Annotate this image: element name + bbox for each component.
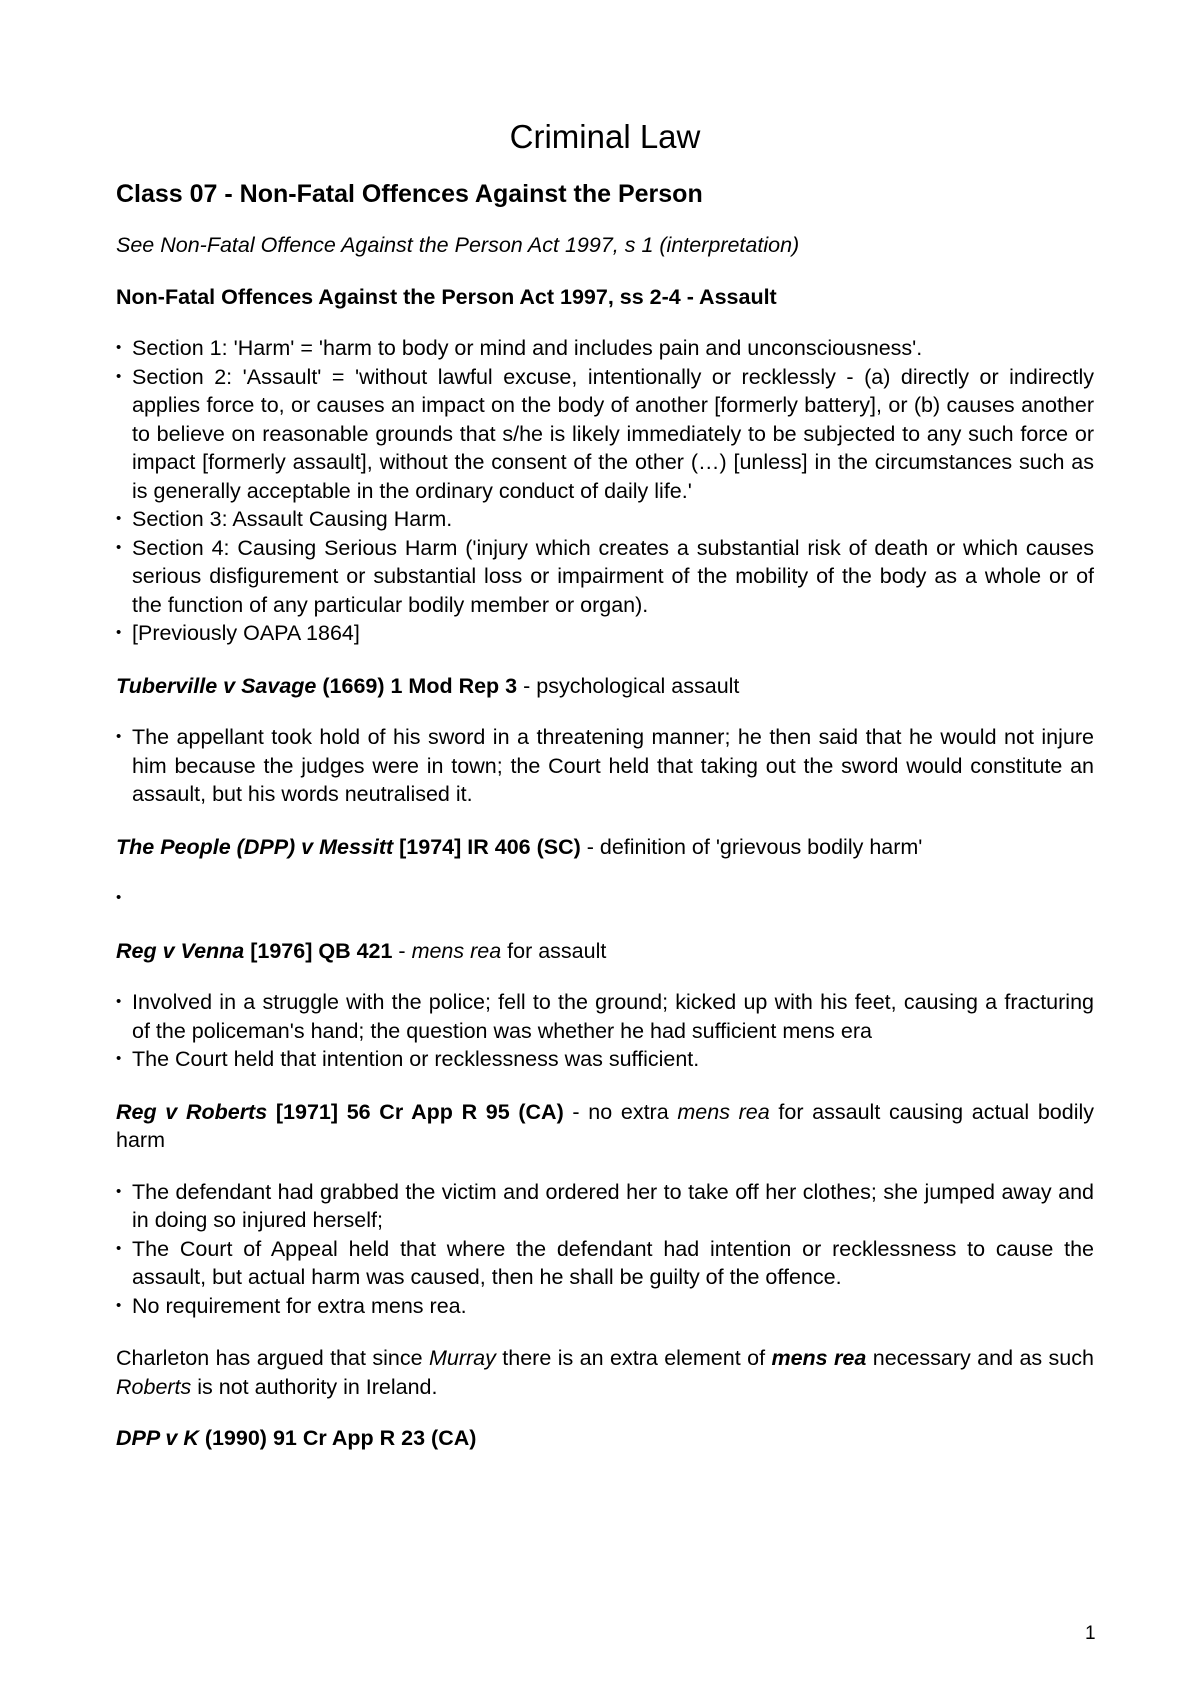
list-item: • Section 1: 'Harm' = 'harm to body or mind and includes pain and unconsciousness'. bbox=[116, 334, 1094, 363]
list-item: • No requirement for extra mens rea. bbox=[116, 1292, 1094, 1321]
list-item: • Section 4: Causing Serious Harm ('injury which creates a substantial risk of death or which causes serious disfigurement or substantial loss or impairment of the mobility of the body as a whole or of the function of any particular bodily member or organ). bbox=[116, 534, 1094, 620]
case-name: Reg v Roberts bbox=[116, 1099, 268, 1124]
list-item: • [Previously OAPA 1864] bbox=[116, 619, 1094, 648]
list-item: • Section 3: Assault Causing Harm. bbox=[116, 505, 1094, 534]
para-italic: Murray bbox=[428, 1346, 496, 1370]
case-citation: [1976] QB 421 bbox=[244, 938, 393, 963]
desc-text: for assault bbox=[501, 938, 607, 963]
act-heading: Non-Fatal Offences Against the Person Act 1997, ss 2-4 - Assault bbox=[116, 284, 777, 309]
desc-text: - bbox=[392, 938, 412, 963]
desc-text: - no extra bbox=[563, 1099, 678, 1124]
para-text: is not authority in Ireland. bbox=[191, 1374, 438, 1399]
case-citation: [1971] 56 Cr App R 95 (CA) bbox=[267, 1099, 564, 1124]
case-description: - psychological assault bbox=[517, 673, 740, 698]
case-name: Reg v Venna bbox=[116, 938, 245, 963]
document-title: Criminal Law bbox=[509, 118, 701, 155]
case-citation: (1669) 1 Mod Rep 3 bbox=[316, 673, 518, 698]
case-description bbox=[392, 939, 606, 963]
page-number: 1 bbox=[1085, 1623, 1096, 1644]
list-item: • Involved in a struggle with the police; fell to the ground; kicked up with his feet, causing a fracturing of the policeman's hand; the question was whether he had sufficient mens era bbox=[116, 988, 1094, 1045]
list-item: • The defendant had grabbed the victim and ordered her to take off her clothes; she jumped away and in doing so injured herself; bbox=[116, 1178, 1094, 1235]
case-name: Tuberville v Savage bbox=[116, 673, 317, 698]
para-text: Charleton has argued that since bbox=[116, 1346, 429, 1370]
para-text: there is an extra element of bbox=[495, 1346, 772, 1370]
para-bold-italic: mens rea bbox=[771, 1346, 867, 1370]
para-text: necessary and as such bbox=[866, 1346, 1094, 1370]
case-heading-tuberville bbox=[116, 672, 1094, 701]
para-italic: Roberts bbox=[116, 1374, 192, 1399]
list-item: • The Court held that intention or recklessness was sufficient. bbox=[116, 1045, 1094, 1074]
roberts-bullets bbox=[116, 1178, 1094, 1321]
case-heading-dppk bbox=[116, 1424, 1094, 1453]
case-heading-messitt bbox=[116, 833, 1094, 862]
case-citation: (1990) 91 Cr App R 23 (CA) bbox=[198, 1426, 477, 1450]
see-note: See Non-Fatal Offence Against the Person Act 1997, s 1 (interpretation) bbox=[116, 233, 800, 257]
list-item: • The Court of Appeal held that where the defendant had intention or recklessness to cause the assault, but actual harm was caused, then he shall be guilty of the offence. bbox=[116, 1235, 1094, 1292]
messitt-bullets bbox=[116, 884, 1094, 913]
case-citation: [1974] IR 406 (SC) bbox=[393, 834, 581, 859]
case-heading-roberts bbox=[116, 1098, 1094, 1155]
desc-italic: mens rea bbox=[411, 938, 502, 963]
document-page bbox=[116, 100, 1094, 1476]
tuberville-bullets bbox=[116, 723, 1094, 809]
venna-bullets bbox=[116, 988, 1094, 1074]
empty-list-item bbox=[116, 884, 1094, 913]
case-heading-venna bbox=[116, 937, 1094, 966]
act-bullets bbox=[116, 334, 1094, 648]
list-item: • The appellant took hold of his sword in a threatening manner; he then said that he would not injure him because the judges were in town; the Court held that taking out the sword would constitute an assault, but his words neutralised it. bbox=[116, 723, 1094, 809]
case-name: The People (DPP) v Messitt bbox=[116, 834, 394, 859]
desc-text: for assault causing actual bodily harm bbox=[116, 1099, 1095, 1152]
case-name: DPP v K bbox=[116, 1426, 199, 1450]
desc-italic: mens rea bbox=[677, 1099, 770, 1124]
charleton-paragraph bbox=[116, 1344, 1094, 1401]
case-description: - definition of 'grievous bodily harm' bbox=[580, 834, 923, 859]
class-heading: Class 07 - Non-Fatal Offences Against the Person bbox=[116, 180, 703, 208]
list-item: • Section 2: 'Assault' = 'without lawful excuse, intentionally or recklessly - (a) directly or indirectly applies force to, or causes an impact on the body of another [formerly battery], or (b) causes another to believe on reasonable grounds that s/he is likely immediately to be subjected to any such force or impact [formerly assault], without the consent of the other (…) [unless] in the circumstances such as is generally acceptable in the ordinary conduct of daily life.' bbox=[116, 363, 1094, 506]
